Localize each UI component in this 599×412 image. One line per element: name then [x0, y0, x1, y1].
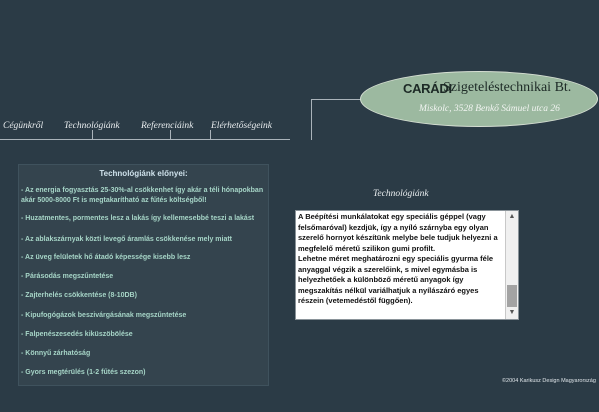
advantage-item: - Huzatmentes, pormentes lesz a lakás így kellemesebbé teszi a lakást: [21, 215, 255, 222]
nav-item-references[interactable]: Referenciáink: [141, 121, 194, 131]
nav-rail-line: [0, 139, 290, 140]
vertical-scrollbar[interactable]: [505, 211, 518, 319]
advantage-item: - Könnyű zárhatóság: [21, 350, 91, 357]
nav-connector-line: [311, 100, 312, 140]
scroll-thumb[interactable]: [507, 285, 517, 307]
nav-connector-top-line: [311, 99, 361, 100]
brand-address: Miskolc, 3528 Benkő Sámuel utca 26: [419, 104, 560, 114]
technology-text: A Beépítési munkálatokat egy speciális géppel (vagy felsőmaróval) kezdjük, így a nyíló szárnyba egy olyan szerelő hornyot készítünk melybe bele tudjuk helyezni a megfelelő méretű szilikon gumi profilt. Lehetne méret meghatározni egy speciális gyurma féle anyaggal végzik a szerelőink, s mivel egymásba is helyezhetőek a különböző méretű anyagok így megszakítás nélkül variálhatjuk a nyílászáró egyes részein (vetemedéstől függően).: [298, 212, 498, 305]
copyright-text: ©2004 Karikusz Design Magyarország: [502, 378, 596, 384]
advantage-item: - Kipufogógázok beszivárgásának megszűntetése: [21, 312, 187, 319]
advantages-panel: [18, 164, 269, 386]
nav-tick-1: [92, 130, 93, 140]
nav-tick-2: [170, 130, 171, 140]
advantages-title: Technológiánk előnyei:: [99, 169, 188, 178]
brand-oval: [360, 71, 598, 127]
scroll-up-icon[interactable]: ▲: [506, 211, 518, 223]
advantage-item: - Az energia fogyasztás 25-30%-al csökkenhet így akár a téli hónapokban akár 5000-8000 Ft is megtakarítható az fűtés költségből!: [21, 187, 264, 204]
advantage-item: - Zajterhelés csökkentése (8-10DB): [21, 292, 137, 299]
technology-textarea[interactable]: [295, 210, 519, 320]
nav-item-technology[interactable]: Technológiánk: [64, 121, 120, 131]
advantage-item: - Párásodás megszűntetése: [21, 273, 114, 280]
scroll-down-icon[interactable]: ▼: [506, 307, 518, 319]
nav-item-contact[interactable]: Elérhetőségeink: [211, 121, 273, 131]
nav-item-about[interactable]: Cégünkről: [3, 121, 44, 131]
brand-logo: CARÁDI: [403, 81, 452, 96]
nav-tick-3: [210, 130, 211, 140]
advantage-item: - Az üveg felületek hő átadó képessége kisebb lesz: [21, 254, 191, 261]
advantage-item: - Gyors megtérülés (1-2 fűtés szezon): [21, 369, 146, 376]
advantage-item: - Falpenészesedés kiküszöbölése: [21, 331, 133, 338]
technology-title: Technológiánk: [373, 189, 429, 199]
advantage-item: - Az ablakszárnyak közti levegő áramlás csökkenése mely miatt: [21, 236, 233, 243]
brand-name: Szigeteléstechnikai Bt.: [443, 80, 572, 95]
